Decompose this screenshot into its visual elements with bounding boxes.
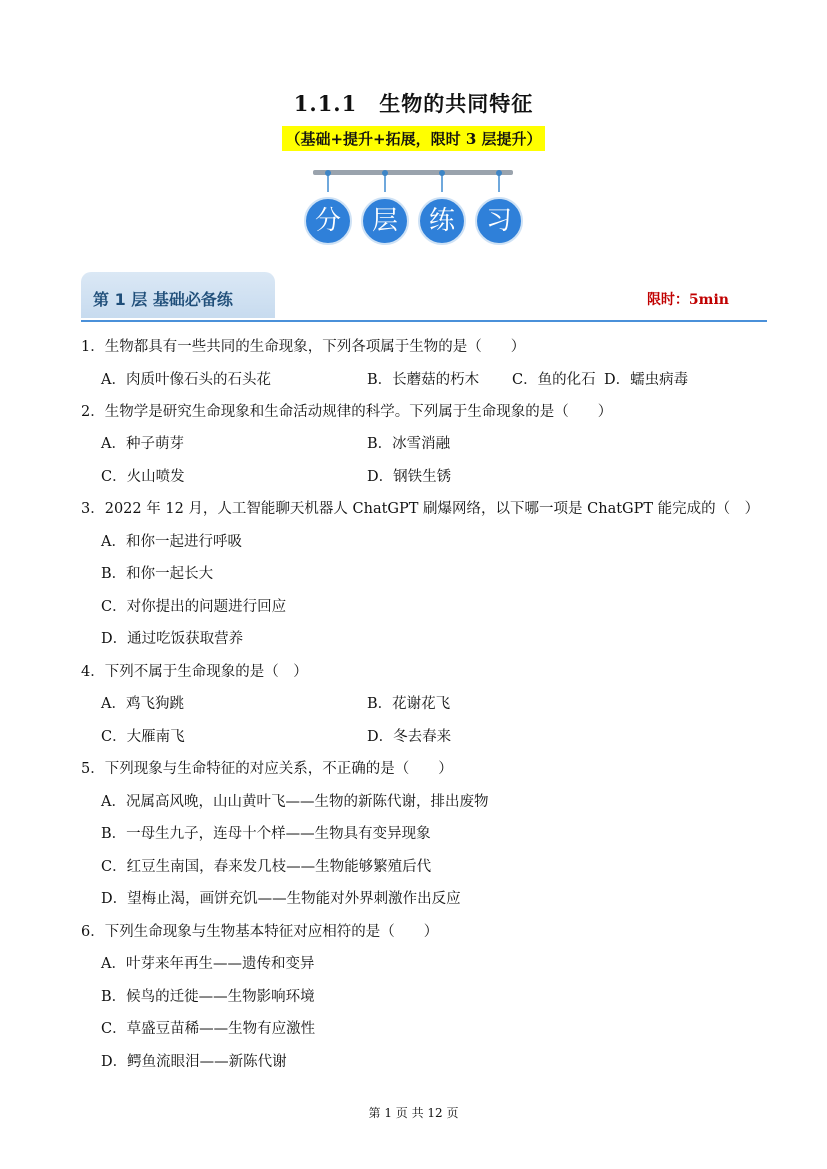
option: B．和你一起长大 <box>101 566 214 582</box>
option: C．鱼的化石 <box>512 372 596 388</box>
option: A．况属高风晚，山山黄叶飞——生物的新陈代谢，排出废物 <box>101 794 489 810</box>
banner-bar <box>313 170 513 175</box>
subtitle-wrap <box>0 126 827 151</box>
option: C．火山喷发 <box>101 469 185 485</box>
page-title: 1.1.1 生物的共同特征 <box>293 91 534 116</box>
option: A．和你一起进行呼吸 <box>101 534 242 550</box>
question-stem: 3．2022 年 12 月，人工智能聊天机器人 ChatGPT 刷爆网络，以下哪一项是 ChatGPT 能完成的（ ） <box>81 501 760 517</box>
option: B．一母生九子，连母十个样——生物具有变异现象 <box>101 826 431 842</box>
banner-char: 分 <box>304 197 352 245</box>
time-limit: 限时：5min <box>646 292 729 308</box>
option: C．红豆生南国，春来发几枝——生物能够繁殖后代 <box>101 859 432 875</box>
banner-char: 习 <box>475 197 523 245</box>
banner-dot <box>382 170 388 176</box>
option: C．草盛豆苗稀——生物有应激性 <box>101 1021 316 1037</box>
banner-dot <box>496 170 502 176</box>
page-number: 第 1 页 共 12 页 <box>368 1106 459 1120</box>
question-stem: 4．下列不属于生命现象的是（ ） <box>81 664 308 680</box>
section-header <box>81 272 767 322</box>
banner-char: 练 <box>418 197 466 245</box>
option: A．肉质叶像石头的石头花 <box>101 372 271 388</box>
option: D．鳄鱼流眼泪——新陈代谢 <box>101 1054 287 1070</box>
option: D．通过吃饭获取营养 <box>101 631 244 647</box>
page-subtitle: （基础+提升+拓展，限时 3 层提升） <box>282 126 544 151</box>
question-stem: 5．下列现象与生命特征的对应关系，不正确的是（ ） <box>81 761 453 777</box>
option: D．钢铁生锈 <box>367 469 452 485</box>
question-stem: 2．生物学是研究生命现象和生命活动规律的科学。下列属于生命现象的是（ ） <box>81 404 613 420</box>
option: A．鸡飞狗跳 <box>101 696 184 712</box>
option: B．候鸟的迁徙——生物影响环境 <box>101 989 315 1005</box>
option: D．望梅止渴，画饼充饥——生物能对外界刺激作出反应 <box>101 891 461 907</box>
option: A．叶芽来年再生——遗传和变异 <box>101 956 315 972</box>
option: C．大雁南飞 <box>101 729 185 745</box>
option: D．冬去春来 <box>367 729 452 745</box>
question-stem: 1．生物都具有一些共同的生命现象，下列各项属于生物的是（ ） <box>81 339 526 355</box>
question-stem: 6．下列生命现象与生物基本特征对应相符的是（ ） <box>81 924 439 940</box>
option: B．长蘑菇的朽木 <box>367 372 480 388</box>
banner-char: 层 <box>361 197 409 245</box>
option: D．蠕虫病毒 <box>604 372 689 388</box>
option: A．种子萌芽 <box>101 436 184 452</box>
option: B．冰雪消融 <box>367 436 451 452</box>
banner-dot <box>439 170 445 176</box>
layered-practice-banner <box>300 170 528 250</box>
option: B．花谢花飞 <box>367 696 451 712</box>
option: C．对你提出的问题进行回应 <box>101 599 287 615</box>
section-tab: 第 1 层 基础必备练 <box>81 272 275 318</box>
banner-dot <box>325 170 331 176</box>
